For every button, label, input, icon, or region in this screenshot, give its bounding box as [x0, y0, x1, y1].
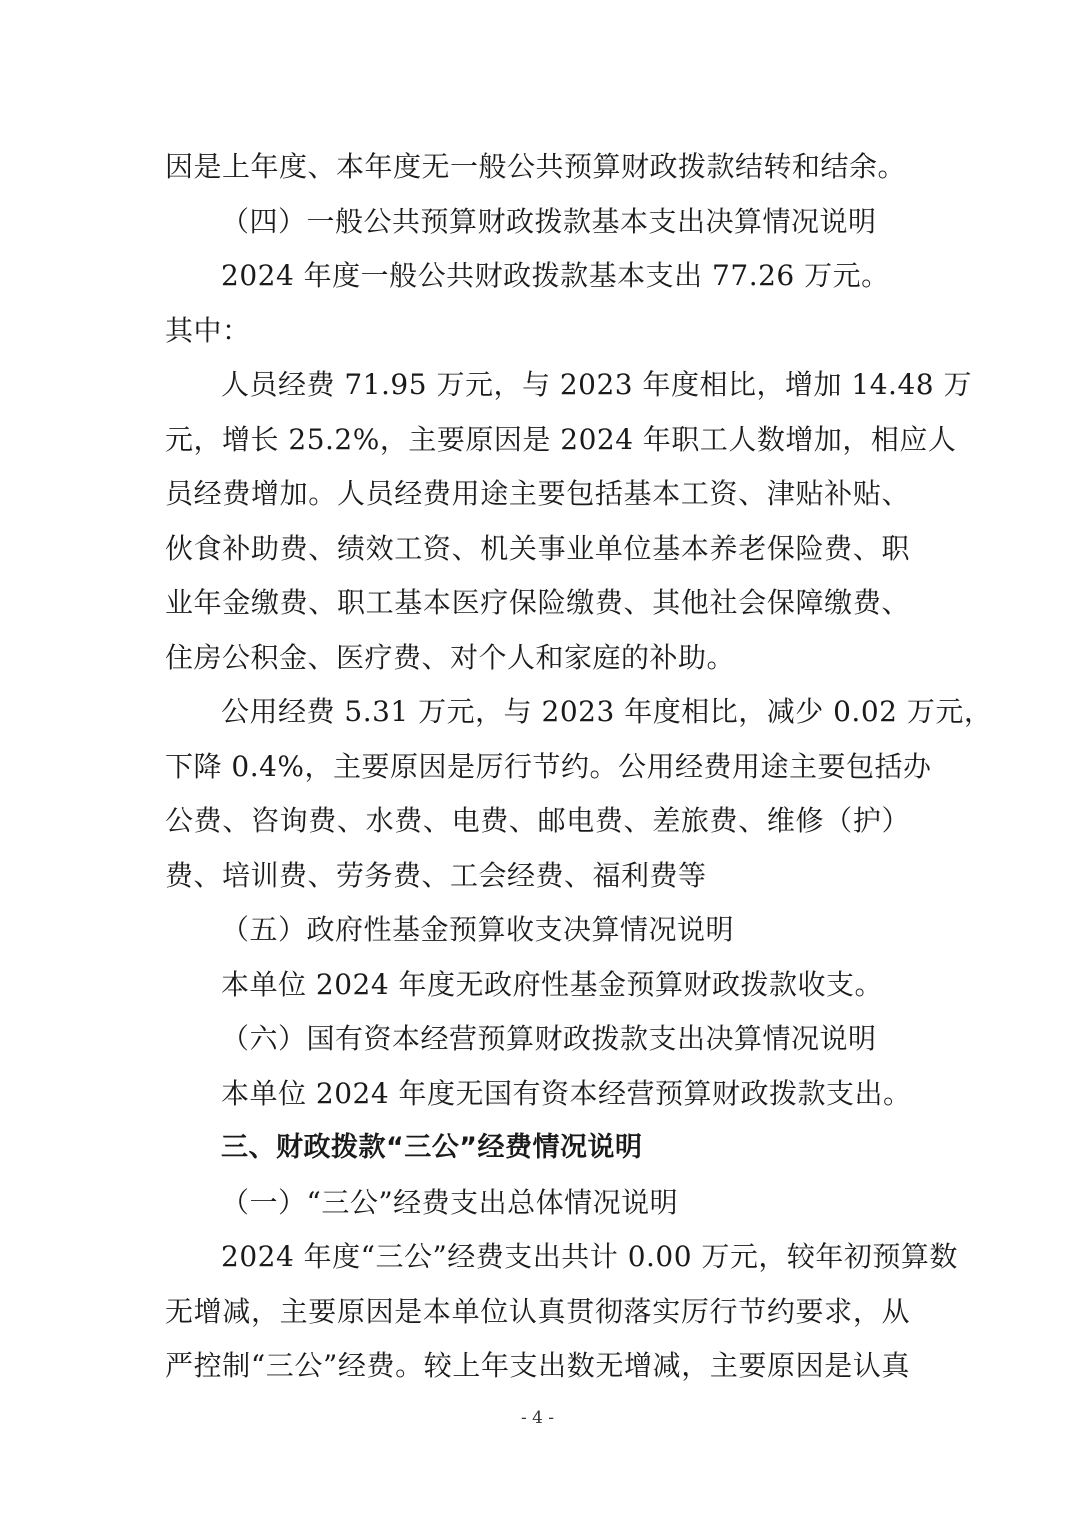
paragraph-line: 严控制“三公”经费。较上年支出数无增减，主要原因是认真 — [165, 1349, 910, 1382]
paragraph-line: 员经费增加。人员经费用途主要包括基本工资、津贴补贴、 — [165, 477, 910, 510]
paragraph-line: 因是上年度、本年度无一般公共预算财政拨款结转和结余。 — [165, 150, 907, 183]
paragraph-line: 伙食补助费、绩效工资、机关事业单位基本养老保险费、职 — [165, 531, 910, 565]
paragraph-line: 公用经费 5.31 万元，与 2023 年度相比，减少 0.02 万元， — [221, 695, 993, 728]
paragraph-line: 费、培训费、劳务费、工会经费、福利费等 — [165, 858, 707, 892]
paragraph-line: 下降 0.4%，主要原因是厉行节约。公用经费用途主要包括办 — [165, 749, 932, 783]
section-heading-4: （四）一般公共预算财政拨款基本支出决算情况说明 — [221, 204, 877, 238]
chapter-heading-3: 三、财政拨款“三公”经费情况说明 — [221, 1132, 643, 1163]
paragraph-line: 2024 年度“三公”经费支出共计 0.00 万元，较年初预算数 — [221, 1240, 958, 1273]
body-text — [165, 140, 993, 1394]
paragraph-line: 无增减，主要原因是本单位认真贯彻落实厉行节约要求，从 — [165, 1294, 910, 1328]
paragraph-line: 公费、咨询费、水费、电费、邮电费、差旅费、维修（护） — [165, 804, 910, 837]
paragraph-line: 元，增长 25.2%，主要原因是 2024 年职工人数增加，相应人 — [165, 422, 957, 456]
page-number: - 4 - — [520, 1408, 555, 1428]
paragraph-line: 住房公积金、医疗费、对个人和家庭的补助。 — [165, 640, 736, 674]
paragraph-line: 2024 年度一般公共财政拨款基本支出 77.26 万元。 — [221, 259, 890, 292]
paragraph-line: 本单位 2024 年度无政府性基金预算财政拨款收支。 — [221, 967, 884, 1001]
paragraph-line: 人员经费 71.95 万元，与 2023 年度相比，增加 14.48 万 — [221, 368, 972, 401]
paragraph-line: 其中： — [165, 313, 251, 347]
section-heading-6: （六）国有资本经营预算财政拨款支出决算情况说明 — [221, 1022, 877, 1055]
paragraph-line: 业年金缴费、职工基本医疗保险缴费、其他社会保障缴费、 — [165, 586, 910, 619]
section-heading-5: （五）政府性基金预算收支决算情况说明 — [221, 913, 735, 946]
section-heading-1: （一）“三公”经费支出总体情况说明 — [221, 1185, 679, 1219]
paragraph-line: 本单位 2024 年度无国有资本经营预算财政拨款支出。 — [221, 1076, 912, 1110]
